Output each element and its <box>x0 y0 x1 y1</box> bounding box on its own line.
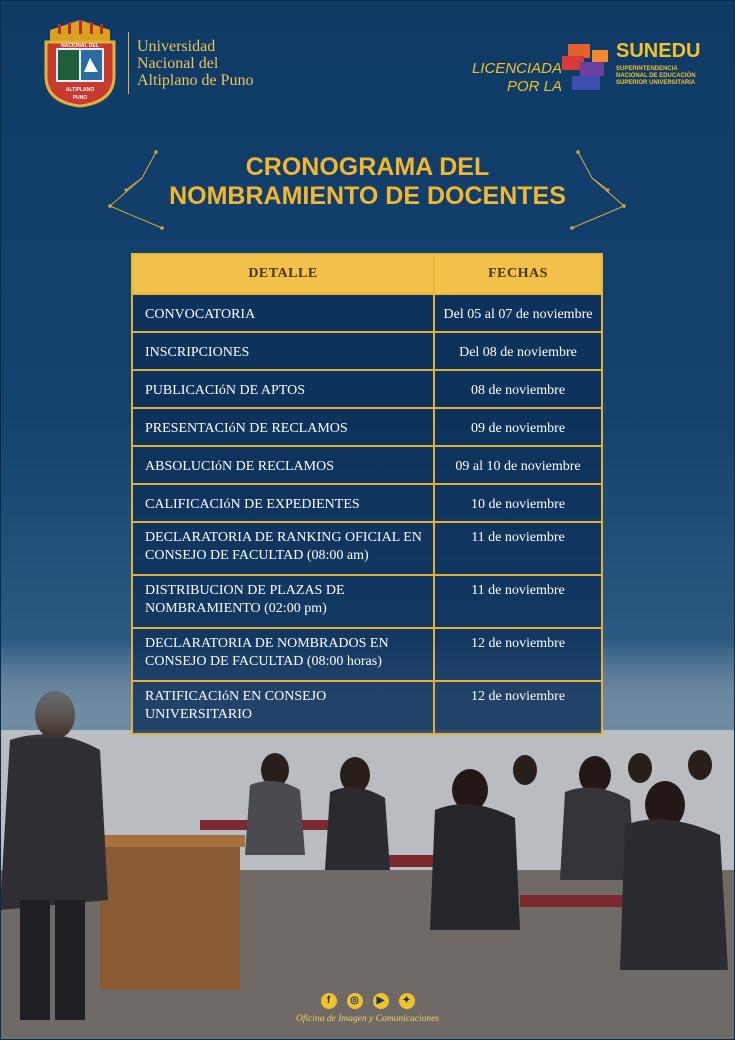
youtube-icon[interactable]: ▶ <box>373 993 389 1009</box>
detail-cell: DECLARATORIA DE NOMBRADOS EN CONSEJO DE FACULTAD (08:00 horas) <box>132 628 434 681</box>
table-row <box>132 575 602 628</box>
date-cell: 10 de noviembre <box>434 484 602 522</box>
column-header-detail: DETALLE <box>132 254 434 294</box>
column-header-dates: FECHAS <box>434 254 602 294</box>
page-title-line: NOMBRAMIENTO DE DOCENTES <box>169 182 566 210</box>
crest-text-top: NACIONAL DEL <box>61 43 99 49</box>
sunedu-license-badge <box>466 40 716 100</box>
date-cell: Del 08 de noviembre <box>434 332 602 370</box>
table-row <box>132 370 602 408</box>
detail-cell: CALIFICACIóN DE EXPEDIENTES <box>132 484 434 522</box>
table-row <box>132 522 602 575</box>
date-cell: Del 05 al 07 de noviembre <box>434 294 602 332</box>
table-row <box>132 408 602 446</box>
schedule-table <box>131 253 603 735</box>
date-cell: 11 de noviembre <box>434 575 602 628</box>
date-cell: 12 de noviembre <box>434 628 602 681</box>
university-logo <box>40 18 253 108</box>
sunedu-subtitle-line: SUPERIOR UNIVERSITARIA <box>616 80 696 86</box>
university-crest-icon <box>40 18 120 108</box>
table-row <box>132 332 602 370</box>
footer <box>0 993 735 1024</box>
office-name: Oficina de Imagen y Comunicaciones <box>296 1014 439 1024</box>
detail-cell: DISTRIBUCION DE PLAZAS DE NOMBRAMIENTO (02:00 pm) <box>132 575 434 628</box>
sunedu-subtitle-line: NACIONAL DE EDUCACIÓN <box>616 73 696 79</box>
detail-cell: ABSOLUCIóN DE RECLAMOS <box>132 446 434 484</box>
sunedu-subtitle-line: SUPERINTENDENCIA <box>616 66 678 72</box>
licensed-line: POR LA <box>506 78 562 95</box>
university-name-line: Altiplano de Puno <box>137 71 254 89</box>
crest-text-middle: ALTIPLANO <box>65 87 95 93</box>
instagram-icon[interactable]: ◎ <box>347 993 363 1009</box>
date-cell: 09 al 10 de noviembre <box>434 446 602 484</box>
detail-cell: CONVOCATORIA <box>132 294 434 332</box>
university-name <box>137 38 253 89</box>
sunedu-logo-icon <box>562 42 612 94</box>
licensed-line: LICENCIADA <box>471 60 562 77</box>
table-row <box>132 628 602 681</box>
detail-cell: RATIFICACIóN EN CONSEJO UNIVERSITARIO <box>132 681 434 734</box>
sunedu-subtitle <box>616 66 726 87</box>
table-row <box>132 294 602 332</box>
date-cell: 09 de noviembre <box>434 408 602 446</box>
date-cell: 11 de noviembre <box>434 522 602 575</box>
table-header-row <box>132 254 602 294</box>
table-row <box>132 484 602 522</box>
detail-cell: PUBLICACIóN DE APTOS <box>132 370 434 408</box>
university-name-line: Universidad <box>137 37 216 55</box>
table-row <box>132 446 602 484</box>
detail-cell: PRESENTACIóN DE RECLAMOS <box>132 408 434 446</box>
page-title-line: CRONOGRAMA DEL <box>245 153 490 181</box>
detail-cell: DECLARATORIA DE RANKING OFICIAL EN CONSEJO DE FACULTAD (08:00 am) <box>132 522 434 575</box>
detail-cell: INSCRIPCIONES <box>132 332 434 370</box>
page-title <box>0 153 735 211</box>
date-cell: 08 de noviembre <box>434 370 602 408</box>
university-name-line: Nacional del <box>137 54 219 72</box>
sunedu-name: SUNEDU <box>616 40 701 62</box>
twitter-icon[interactable]: ✦ <box>399 993 415 1009</box>
social-icons <box>0 993 735 1009</box>
logo-divider <box>128 32 129 94</box>
table-row <box>132 681 602 734</box>
crest-text-bottom: PUNO <box>72 95 88 101</box>
licensed-text <box>466 60 562 96</box>
facebook-icon[interactable]: f <box>321 993 337 1009</box>
date-cell: 12 de noviembre <box>434 681 602 734</box>
